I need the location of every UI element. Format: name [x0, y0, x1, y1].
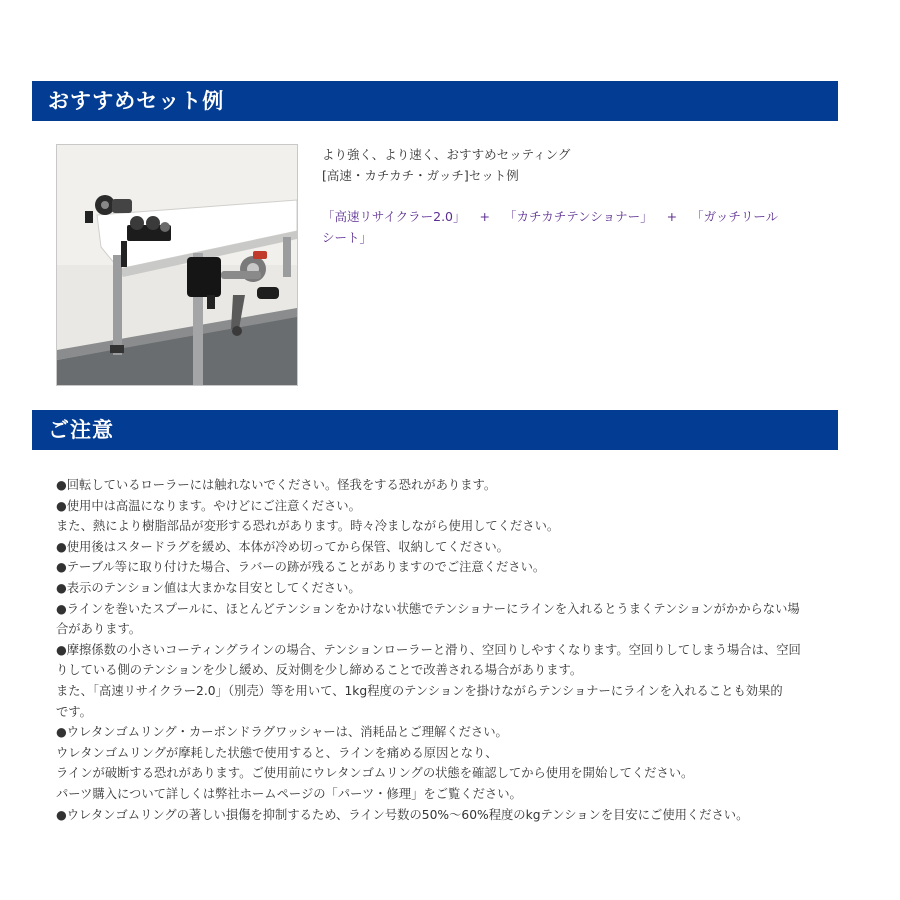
intro-line-1: より強く、より速く、おすすめセッティング: [322, 147, 571, 162]
section-header-caution: [32, 410, 838, 450]
photo-table-foot-left: [110, 345, 124, 353]
note-line: ラインが破断する恐れがあります。ご使用前にウレタンゴムリングの状態を確認してから使用を開始してください。: [56, 766, 694, 781]
intro-line-2: [高速・カチカチ・ガッチ]セット例: [322, 167, 519, 183]
section-title-caution: ご注意: [48, 418, 114, 442]
photo-reel-knob: [232, 326, 242, 336]
photo-table-leg-left: [113, 255, 122, 355]
setup-photo: [56, 144, 298, 386]
link-reel-seat[interactable]: 「ガッチリール: [691, 209, 779, 224]
note-line: また、熱により樹脂部品が変形する恐れがあります。時々冷ましながら使用してください。: [56, 519, 560, 534]
photo-recycler-hub: [101, 201, 109, 209]
link-reel-seat-continued[interactable]: シート」: [322, 230, 373, 245]
recommended-set-links: [322, 206, 822, 248]
section-header-recommended: [32, 81, 838, 121]
note-line: ウレタンゴムリングが摩耗した状態で使用すると、ラインを痛める原因となり、: [56, 745, 498, 760]
note-line: ●使用中は高温になります。やけどにご注意ください。: [56, 498, 361, 513]
photo-tensioner-roller-1: [130, 216, 144, 230]
photo-reelseat-clamp: [187, 257, 221, 297]
photo-table-leg-right: [283, 237, 291, 277]
note-line: です。: [56, 704, 92, 719]
caution-notes: [56, 475, 838, 825]
link-tensioner[interactable]: 「カチカチテンショナー」: [504, 209, 653, 224]
note-line: パーツ購入について詳しくは弊社ホームページの「パーツ・修理」をご覧ください。: [56, 786, 522, 801]
note-line: 合があります。: [56, 622, 142, 637]
note-line: ●使用後はスタードラグを緩め、本体が冷め切ってから保管、収納してください。: [56, 539, 509, 554]
photo-tensioner-knob: [160, 222, 170, 232]
section-title-recommended: おすすめセット例: [48, 89, 225, 113]
photo-reelseat-screw: [207, 295, 215, 309]
setup-photo-illustration: [57, 145, 297, 385]
link-recycler[interactable]: 「高速リサイクラー2.0」: [322, 209, 466, 224]
note-line: ●ウレタンゴムリングの著しい損傷を抑制するため、ライン号数の50%～60%程度のkgテンションを目安にご使用ください。: [56, 807, 749, 822]
plus-sign-1: +: [479, 209, 490, 224]
note-line: ●表示のテンション値は大まかな目安としてください。: [56, 580, 361, 595]
photo-reel-handle: [257, 287, 279, 299]
intro-text: [322, 145, 822, 186]
photo-reel-arm: [221, 271, 261, 279]
plus-sign-2: +: [666, 209, 678, 224]
note-line: りしている側のテンションを少し緩め、反対側を少し締めることで改善される場合があります。: [56, 663, 583, 678]
note-line: ●回転しているローラーには触れないでください。怪我をする恐れがあります。: [56, 478, 497, 492]
note-line: ●ラインを巻いたスプールに、ほとんどテンションをかけない状態でテンショナーにラインを入れるとうまくテンションがかからない場: [56, 601, 800, 616]
note-line: ●摩擦係数の小さいコーティングラインの場合、テンションローラーと滑り、空回りしやすくなります。空回りしてしまう場合は、空回: [56, 642, 801, 657]
photo-reel-accent: [253, 251, 267, 259]
photo-recycler-body: [112, 199, 132, 213]
note-line: また、「高速リサイクラー2.0」（別売）等を用いて、1kg程度のテンションを掛けながらテンショナーにラインを入れることも効果的: [56, 683, 783, 698]
photo-tensioner-clamp: [121, 241, 127, 267]
note-line: ●ウレタンゴムリング・カーボンドラグワッシャーは、消耗品とご理解ください。: [56, 725, 508, 740]
photo-recycler-handle: [85, 211, 93, 223]
note-line: ●テーブル等に取り付けた場合、ラバーの跡が残ることがありますのでご注意ください。: [56, 560, 546, 575]
photo-tensioner-roller-2: [146, 216, 160, 230]
